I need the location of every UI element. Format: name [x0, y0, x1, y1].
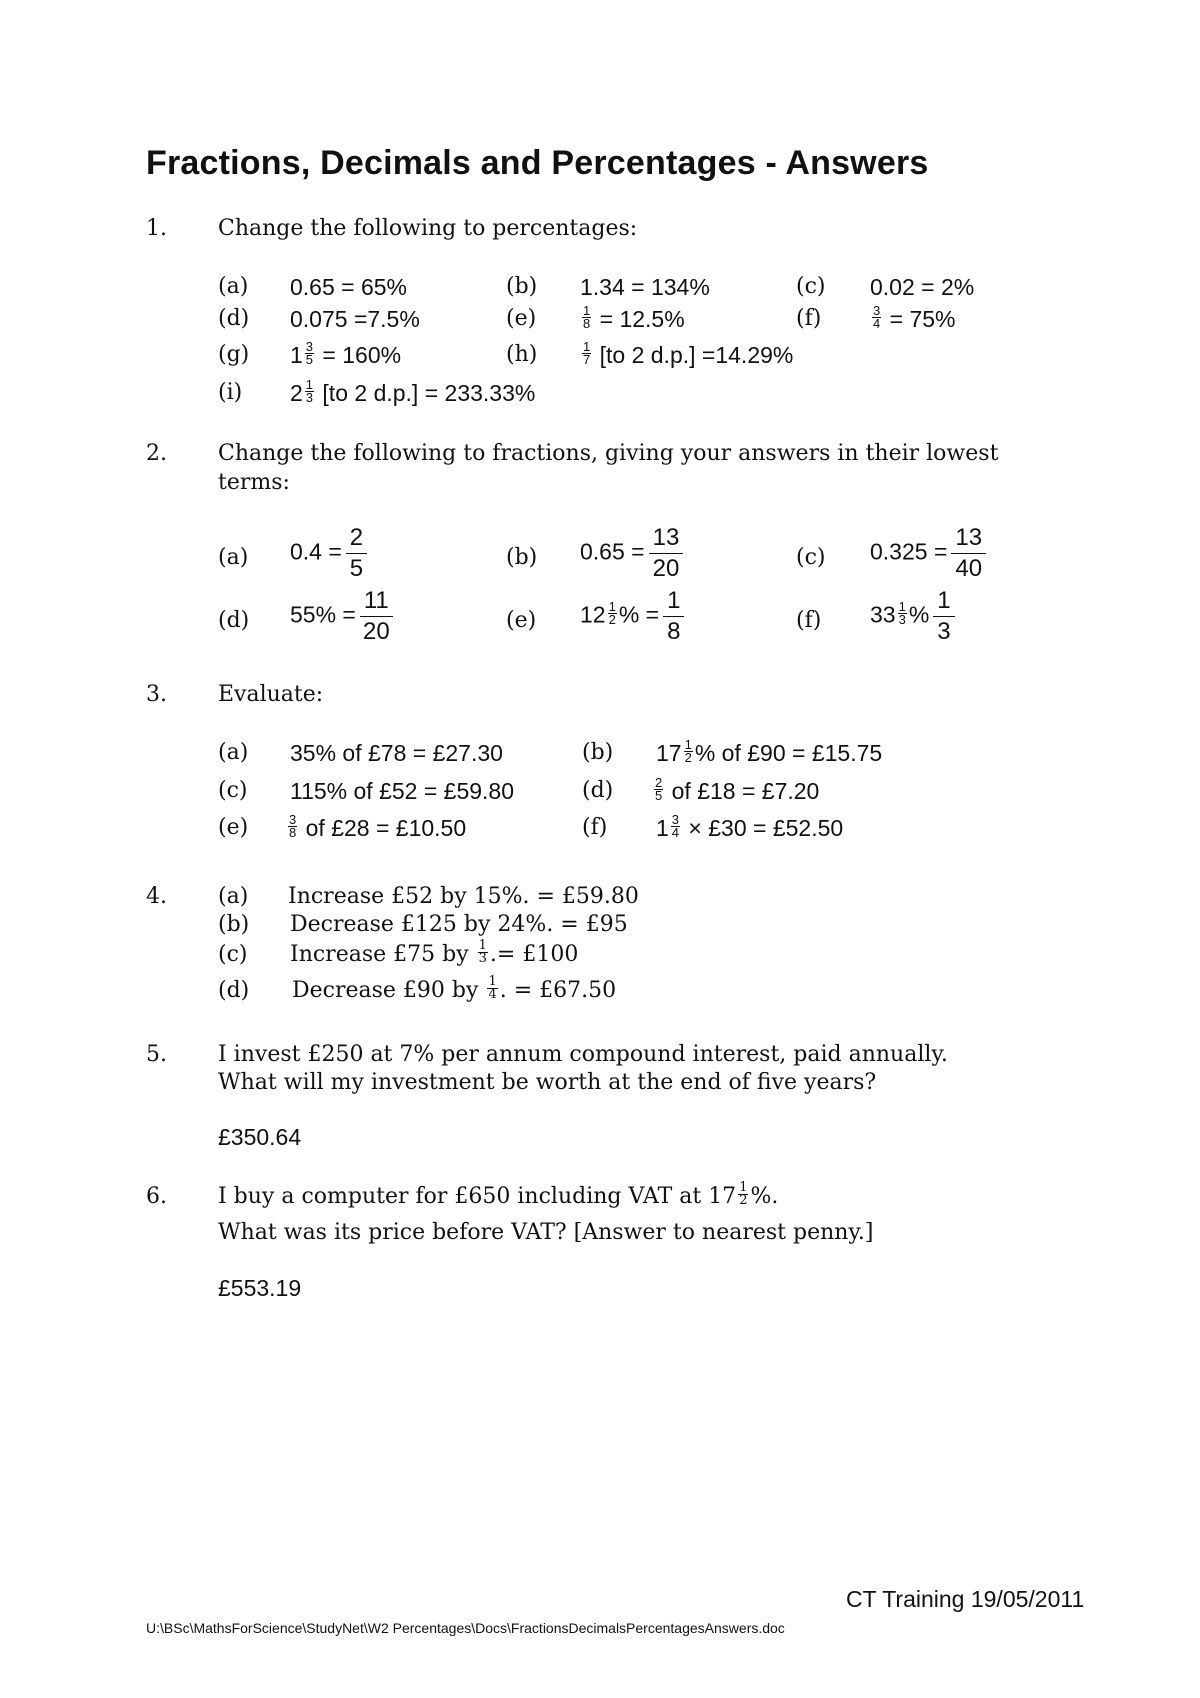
- q1-f-label: (f): [796, 306, 822, 331]
- q6-line2: What was its price before VAT? [Answer to nearest penny.]: [218, 1220, 874, 1245]
- q6-line1: I buy a computer for £650 including VAT at 17 $\frac{1}{2}$ %.: [218, 1179, 779, 1209]
- q2-f-label: (f): [796, 608, 822, 633]
- q1-number: 1.: [146, 216, 167, 241]
- q2-c-answer: 0.325 = $\frac{13}{40}$: [870, 523, 986, 584]
- fraction: $\frac{1}{3}$: [478, 937, 487, 966]
- fraction: $\frac{1}{2}$: [684, 737, 692, 766]
- fraction: $\frac{1}{3}$: [933, 586, 954, 647]
- fraction: $\frac{3}{4}$: [873, 303, 881, 332]
- q5-line2: What will my investment be worth at the end of five years?: [218, 1070, 877, 1095]
- q2-d-label: (d): [218, 608, 250, 633]
- q2-a-label: (a): [218, 545, 249, 570]
- q3-f-answer: 1 $\frac{3}{4}$ × £30 = £52.50: [656, 812, 844, 841]
- q1-h-answer: $\frac{1}{7}$ [to 2 d.p.] =14.29%: [583, 339, 794, 368]
- q3-a-answer: 35% of £78 = £27.30: [290, 740, 503, 766]
- fraction: $\frac{1}{8}$: [583, 303, 591, 332]
- fraction: $\frac{1}{8}$: [663, 586, 684, 647]
- fraction: $\frac{1}{3}$: [898, 599, 906, 627]
- q2-c-label: (c): [796, 545, 826, 570]
- fraction: $\frac{3}{5}$: [305, 339, 314, 368]
- q2-d-answer: 55% = $\frac{11}{20}$: [290, 586, 393, 647]
- q3-d-answer: $\frac{2}{5}$ of £18 = £7.20: [655, 775, 820, 804]
- fraction: $\frac{1}{2}$: [739, 1179, 748, 1208]
- q1-d-label: (d): [218, 306, 250, 331]
- q5-answer: £350.64: [218, 1124, 302, 1150]
- footer-file-path: U:\BSc\MathsForScience\StudyNet\W2 Percentages\Docs\FractionsDecimalsPercentagesAnswers.doc: [146, 1620, 785, 1636]
- q1-a-label: (a): [218, 274, 249, 299]
- q3-b-label: (b): [582, 740, 614, 765]
- fraction: $\frac{2}{5}$: [655, 775, 663, 804]
- q2-e-label: (e): [506, 608, 537, 633]
- q3-e-answer: $\frac{3}{8}$ of £28 = £10.50: [289, 812, 467, 841]
- q1-c-answer: 0.02 = 2%: [870, 274, 975, 300]
- q1-b-label: (b): [506, 274, 538, 299]
- q4-c-label: (c): [218, 942, 248, 967]
- q2-f-answer: 33 $\frac{1}{3}$ % $\frac{1}{3}$: [870, 586, 955, 647]
- q2-e-answer: 12 $\frac{1}{2}$ % = $\frac{1}{8}$: [580, 586, 684, 647]
- q3-c-answer: 115% of £52 = £59.80: [290, 778, 515, 804]
- q4-b-label: (b): [218, 912, 250, 937]
- q1-i-answer: 2 $\frac{1}{3}$ [to 2 d.p.] = 233.33%: [290, 377, 536, 406]
- q3-b-answer: 17 $\frac{1}{2}$ % of £90 = £15.75: [656, 737, 883, 766]
- fraction: $\frac{3}{8}$: [289, 812, 297, 841]
- q3-a-label: (a): [218, 740, 249, 765]
- footer-credit: CT Training 19/05/2011: [846, 1586, 1085, 1612]
- page-title: Fractions, Decimals and Percentages - Answers: [146, 144, 929, 182]
- q4-a-label: (a): [218, 884, 249, 909]
- fraction: $\frac{1}{4}$: [488, 973, 497, 1002]
- q2-stem-line2: terms:: [218, 470, 290, 495]
- q1-d-answer: 0.075 =7.5%: [290, 306, 420, 332]
- q4-a-answer: Increase £52 by 15%. = £59.80: [288, 884, 639, 909]
- q5-number: 5.: [146, 1042, 167, 1067]
- q4-d-label: (d): [218, 978, 250, 1003]
- q3-c-label: (c): [218, 778, 248, 803]
- q5-line1: I invest £250 at 7% per annum compound interest, paid annually.: [218, 1042, 948, 1067]
- q2-number: 2.: [146, 441, 167, 466]
- q1-i-label: (i): [218, 380, 243, 405]
- q6-answer: £553.19: [218, 1275, 302, 1301]
- q3-f-label: (f): [582, 815, 608, 840]
- q4-c-answer: Increase £75 by $\frac{1}{3}$ .= £100: [290, 937, 579, 967]
- q4-d-answer: Decrease £90 by $\frac{1}{4}$ . = £67.50: [292, 973, 617, 1003]
- fraction: $\frac{11}{20}$: [360, 586, 393, 647]
- q1-a-answer: 0.65 = 65%: [290, 274, 408, 300]
- q3-e-label: (e): [218, 815, 249, 840]
- q6-number: 6.: [146, 1184, 167, 1209]
- fraction: $\frac{3}{4}$: [671, 812, 680, 841]
- fraction: $\frac{13}{40}$: [951, 523, 986, 584]
- q4-number: 4.: [146, 884, 167, 909]
- q2-b-answer: 0.65 = $\frac{13}{20}$: [580, 523, 683, 584]
- q1-g-answer: 1 $\frac{3}{5}$ = 160%: [290, 339, 402, 368]
- q1-e-label: (e): [506, 306, 537, 331]
- fraction: $\frac{1}{2}$: [608, 599, 616, 627]
- q3-number: 3.: [146, 682, 167, 707]
- q1-b-answer: 1.34 = 134%: [580, 274, 710, 300]
- q1-g-label: (g): [218, 342, 250, 367]
- q1-stem: Change the following to percentages:: [218, 216, 638, 241]
- q1-f-answer: $\frac{3}{4}$ = 75%: [873, 303, 956, 332]
- q2-b-label: (b): [506, 545, 538, 570]
- q4-b-answer: Decrease £125 by 24%. = £95: [290, 912, 628, 937]
- fraction: $\frac{13}{20}$: [649, 523, 684, 584]
- q1-c-label: (c): [796, 274, 826, 299]
- q3-d-label: (d): [582, 778, 614, 803]
- q2-stem-line1: Change the following to fractions, giving your answers in their lowest: [218, 441, 999, 466]
- q1-h-label: (h): [506, 342, 538, 367]
- q1-e-answer: $\frac{1}{8}$ = 12.5%: [583, 303, 685, 332]
- q3-stem: Evaluate:: [218, 682, 324, 707]
- q2-a-answer: 0.4 = $\frac{2}{5}$: [290, 523, 367, 584]
- fraction: $\frac{2}{5}$: [346, 523, 367, 584]
- fraction: $\frac{1}{3}$: [305, 377, 314, 406]
- fraction: $\frac{1}{7}$: [583, 339, 591, 368]
